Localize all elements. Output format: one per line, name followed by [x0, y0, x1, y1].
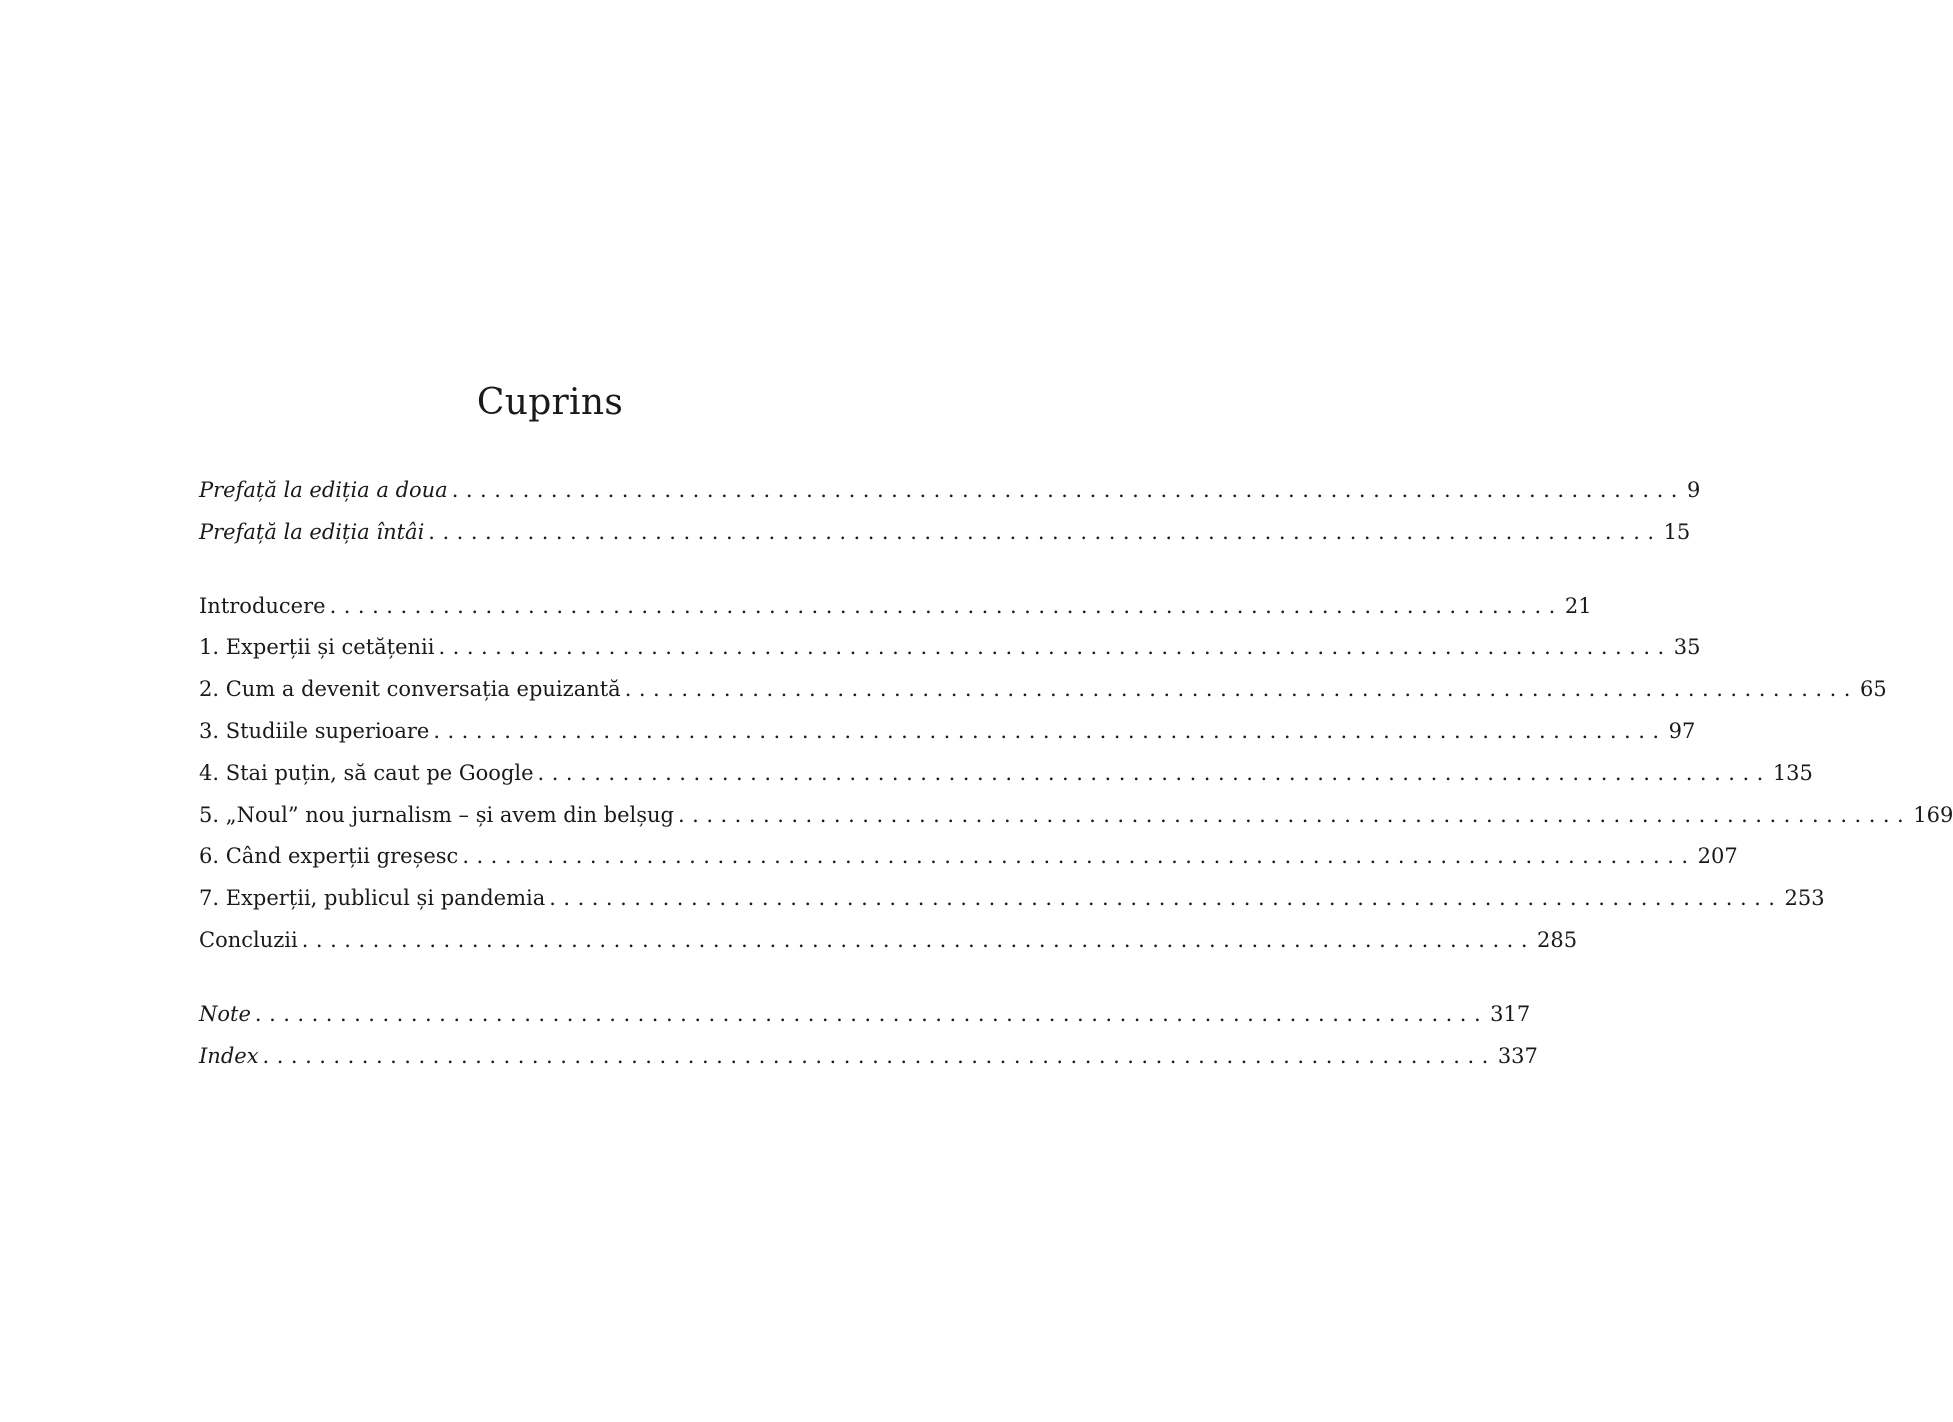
- toc-entry-label: 7. Experții, publicul și pandemia: [199, 886, 546, 911]
- dot-leader: .......................................................................................: [433, 718, 1667, 743]
- toc-entry-page: 135: [1772, 760, 1813, 785]
- toc-entry-label: Note: [199, 1001, 251, 1026]
- toc-entry-label: Concluzii: [199, 927, 298, 952]
- toc-entry-label: Prefață la ediția întâi: [199, 519, 425, 544]
- toc-entry[interactable]: [199, 711, 1696, 753]
- dot-leader: .......................................................................................: [537, 760, 1771, 785]
- table-of-contents: [199, 470, 1953, 1077]
- toc-entry-label: 4. Stai puțin, să caut pe Google: [199, 760, 534, 785]
- toc-entry[interactable]: [199, 627, 1701, 669]
- toc-entry-label: 5. „Noul” nou jurnalism – și avem din belșug: [199, 802, 674, 827]
- toc-entry[interactable]: [199, 920, 1578, 962]
- toc-entry-page: 65: [1859, 677, 1887, 702]
- dot-leader: .......................................................................................: [262, 1043, 1496, 1068]
- toc-entry-page: 337: [1497, 1043, 1538, 1068]
- toc-entry[interactable]: [199, 878, 1825, 920]
- toc-entry[interactable]: [199, 470, 1701, 512]
- toc-entry-label: 2. Cum a devenit conversația epuizantă: [199, 677, 621, 702]
- toc-group-chapters: [199, 586, 1953, 962]
- dot-leader: .......................................................................................: [462, 844, 1696, 869]
- dot-leader: .......................................................................................: [301, 927, 1536, 952]
- toc-entry[interactable]: [199, 669, 1887, 711]
- toc-entry[interactable]: [199, 512, 1691, 554]
- dot-leader: .......................................................................................: [438, 635, 1672, 660]
- toc-entry-page: 317: [1490, 1001, 1531, 1026]
- toc-entry-page: 21: [1564, 593, 1592, 618]
- dot-leader: .......................................................................................: [677, 802, 1912, 827]
- dot-leader: .......................................................................................: [329, 593, 1563, 618]
- toc-entry-label: 3. Studiile superioare: [199, 718, 430, 743]
- toc-entry[interactable]: [199, 994, 1531, 1036]
- toc-entry-page: 169: [1913, 802, 1953, 827]
- toc-group-appendix: [199, 994, 1538, 1078]
- dot-leader: .......................................................................................: [549, 886, 1783, 911]
- toc-entry[interactable]: [199, 1036, 1538, 1078]
- toc-entry[interactable]: [199, 586, 1592, 628]
- dot-leader: .......................................................................................: [451, 478, 1685, 502]
- toc-entry-page: 9: [1686, 478, 1701, 502]
- dot-leader: .......................................................................................: [428, 519, 1662, 544]
- toc-entry-label: 1. Experții și cetățenii: [199, 635, 435, 660]
- toc-entry-page: 97: [1668, 718, 1696, 743]
- toc-entry-page: 207: [1697, 844, 1738, 869]
- dot-leader: .......................................................................................: [624, 677, 1858, 702]
- toc-entry[interactable]: [199, 753, 1813, 795]
- toc-entry-label: Index: [199, 1043, 259, 1068]
- toc-entry-page: 285: [1537, 927, 1578, 952]
- toc-entry-page: 253: [1784, 886, 1825, 911]
- toc-entry-page: 35: [1673, 635, 1701, 660]
- toc-entry-label: Introducere: [199, 593, 326, 618]
- toc-entry[interactable]: [199, 795, 1953, 837]
- dot-leader: .......................................................................................: [254, 1001, 1489, 1026]
- toc-entry-label: 6. Când experții greșesc: [199, 844, 459, 869]
- toc-entry-label: Prefață la ediția a doua: [199, 478, 448, 502]
- toc-entry[interactable]: [199, 836, 1738, 878]
- page-title: Cuprins: [476, 382, 624, 424]
- toc-group-prefaces: [199, 470, 1701, 554]
- toc-entry-page: 15: [1663, 519, 1691, 544]
